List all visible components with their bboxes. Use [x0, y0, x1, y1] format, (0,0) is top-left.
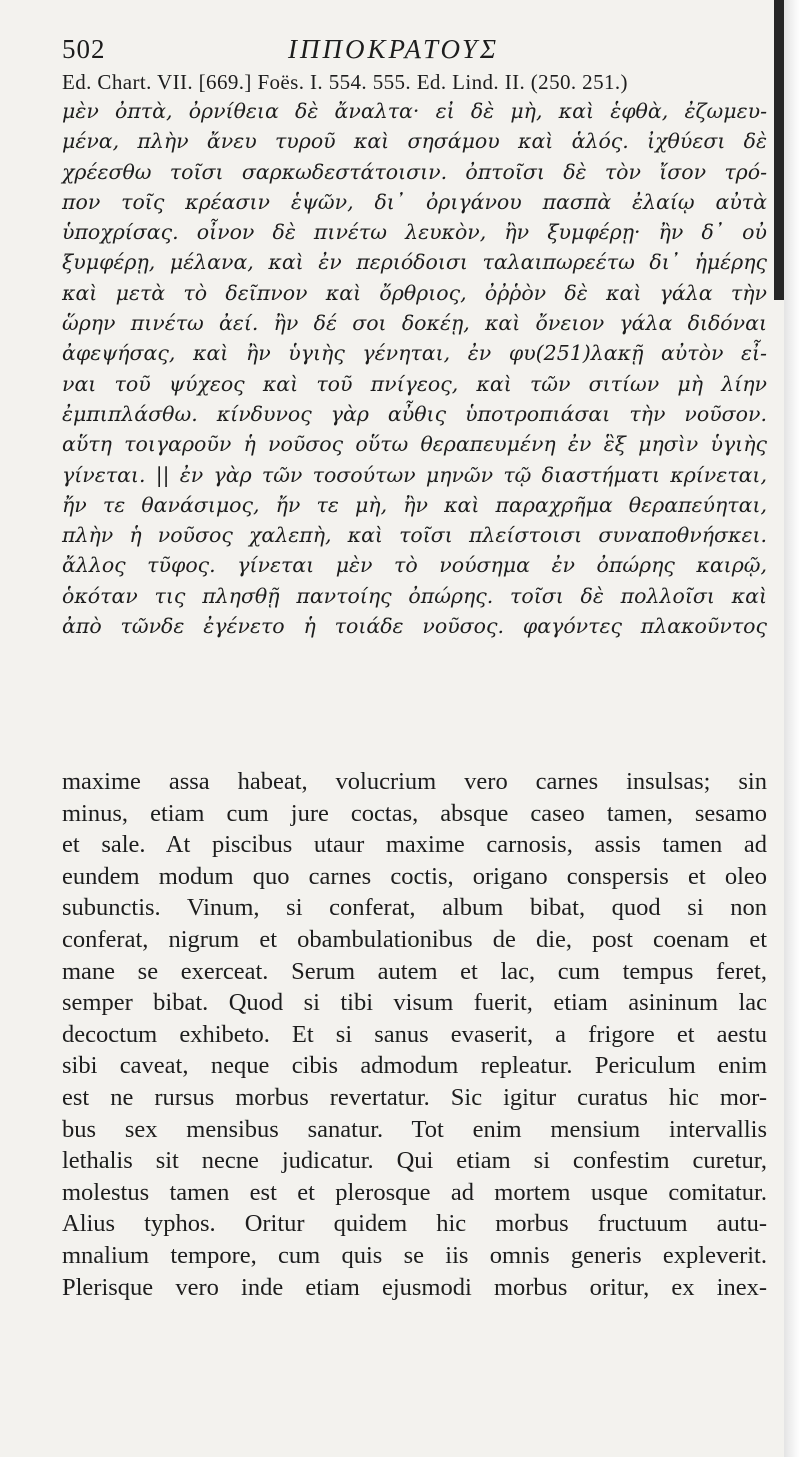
greek-text-line: ἀφεψήσας, καὶ ἢν ὑγιὴς γένηται, ἐν φυ(251)λακῇ αὐτὸν εἶ- [62, 341, 767, 366]
latin-text-line: decoctum exhibeto. Et si sanus evaserit, a frigore et aestu [62, 1020, 767, 1048]
latin-text-line: Plerisque vero inde etiam ejusmodi morbus oritur, ex inex- [62, 1273, 767, 1301]
latin-text-line: conferat, nigrum et obambulationibus de die, post coenam et [62, 925, 767, 953]
latin-text-line: et sale. At piscibus utaur maxime carnosis, assis tamen ad [62, 831, 767, 859]
greek-text-line: ἤν τε θανάσιμος, ἤν τε μὴ, ἢν καὶ παραχρῆμα θεραπεύηται, [62, 492, 767, 517]
greek-text-line: ἀπὸ τῶνδε ἐγένετο ἡ τοιάδε νοῦσος. φαγόντες πλακοῦντος [62, 614, 767, 639]
greek-text-line: ἐμπιπλάσθω. κίνδυνος γὰρ αὖθις ὑποτροπιάσαι τὴν νοῦσον. [62, 401, 767, 426]
page-edge [784, 0, 800, 1457]
greek-text-line: μὲν ὀπτὰ, ὀρνίθεια δὲ ἄναλτα· εἰ δὲ μὴ, καὶ ἑφθὰ, ἐζωμευ- [62, 99, 767, 123]
greek-text-line: μένα, πλὴν ἄνευ τυροῦ καὶ σησάμου καὶ ἁλός. ἰχθύεσι δὲ [62, 129, 767, 154]
greek-text-line: ὁκόταν τις πλησθῇ παντοίης ὀπώρης. τοῖσι δὲ πολλοῖσι καὶ [62, 583, 767, 608]
greek-text-line: ξυμφέρῃ, μέλανα, καὶ ἐν περιόδοισι ταλαιπωρεέτω δι᾽ ἡμέρης [62, 250, 767, 275]
greek-text-line: ναι τοῦ ψύχεος καὶ τοῦ πνίγεος, καὶ τῶν σιτίων μὴ λίην [62, 371, 767, 396]
latin-text-line: minus, etiam cum jure coctas, absque caseo tamen, sesamo [62, 799, 767, 827]
latin-text-line: subunctis. Vinum, si conferat, album bibat, quod si non [62, 894, 767, 922]
greek-text-line: πλὴν ἡ νοῦσος χαλεπὴ, καὶ τοῖσι πλείστοισι συναποθνήσκει. [62, 523, 767, 548]
latin-text-line: eundem modum quo carnes coctis, origano conspersis et oleo [62, 862, 767, 890]
greek-text-line: αὕτη τοιγαροῦν ἡ νοῦσος οὕτω θεραπευμένη ἐν ἓξ μησὶν ὑγιὴς [62, 432, 767, 457]
latin-text-line: molestus tamen est et plerosque ad mortem usque comitatur. [62, 1178, 767, 1206]
edition-reference-line: Ed. Chart. VII. [669.] Foës. I. 554. 555. Ed. Lind. II. (250. 251.) [62, 70, 628, 94]
running-title: ΙΠΠΟΚΡΑΤΟΥΣ [288, 34, 500, 64]
greek-text-block [62, 96, 767, 641]
page-number: 502 [62, 34, 106, 64]
latin-text-block [62, 766, 767, 1303]
latin-text-line: est ne rursus morbus revertatur. Sic igitur curatus hic mor- [62, 1083, 767, 1111]
latin-text-line: mnalium tempore, cum quis se iis omnis generis expleverit. [62, 1241, 767, 1269]
latin-text-line: lethalis sit necne judicatur. Qui etiam si confestim curetur, [62, 1147, 767, 1175]
greek-text-line: καὶ μετὰ τὸ δεῖπνον καὶ ὄρθριος, ὀῤῥὸν δὲ καὶ γάλα τὴν [62, 280, 767, 305]
greek-text-line: ὥρην πινέτω ἀεί. ἢν δέ σοι δοκέῃ, καὶ ὄνειον γάλα διδόναι [62, 311, 767, 336]
latin-text-line: Alius typhos. Oritur quidem hic morbus fructuum autu- [62, 1210, 767, 1238]
latin-text-line: bus sex mensibus sanatur. Tot enim mensium intervallis [62, 1115, 767, 1143]
greek-text-line: ἄλλος τῦφος. γίνεται μὲν τὸ νούσημα ἐν ὀπώρης καιρῷ, [62, 553, 767, 578]
greek-text-line: ὑποχρίσας. οἶνον δὲ πινέτω λευκὸν, ἢν ξυμφέρῃ· ἢν δ᾽ οὐ [62, 220, 767, 245]
running-head [62, 30, 772, 70]
latin-text-line: maxime assa habeat, volucrium vero carnes insulsas; sin [62, 768, 767, 795]
greek-text-line: γίνεται. || ἐν γὰρ τῶν τοσούτων μηνῶν τῷ διαστήματι κρίνεται, [62, 462, 767, 487]
greek-text-line: χρέεσθω τοῖσι σαρκωδεστάτοισιν. ὀπτοῖσι δὲ τὸν ἴσον τρό- [62, 159, 767, 184]
latin-text-line: semper bibat. Quod si tibi visum fuerit, etiam asininum lac [62, 989, 767, 1017]
greek-text-line: πον τοῖς κρέασιν ἑψῶν, δι᾽ ὀριγάνου πασπὰ ἐλαίῳ αὐτὰ [62, 189, 767, 214]
latin-text-line: sibi caveat, neque cibis admodum repleatur. Periculum enim [62, 1052, 767, 1080]
latin-text-line: mane se exerceat. Serum autem et lac, cum tempus feret, [62, 957, 767, 985]
